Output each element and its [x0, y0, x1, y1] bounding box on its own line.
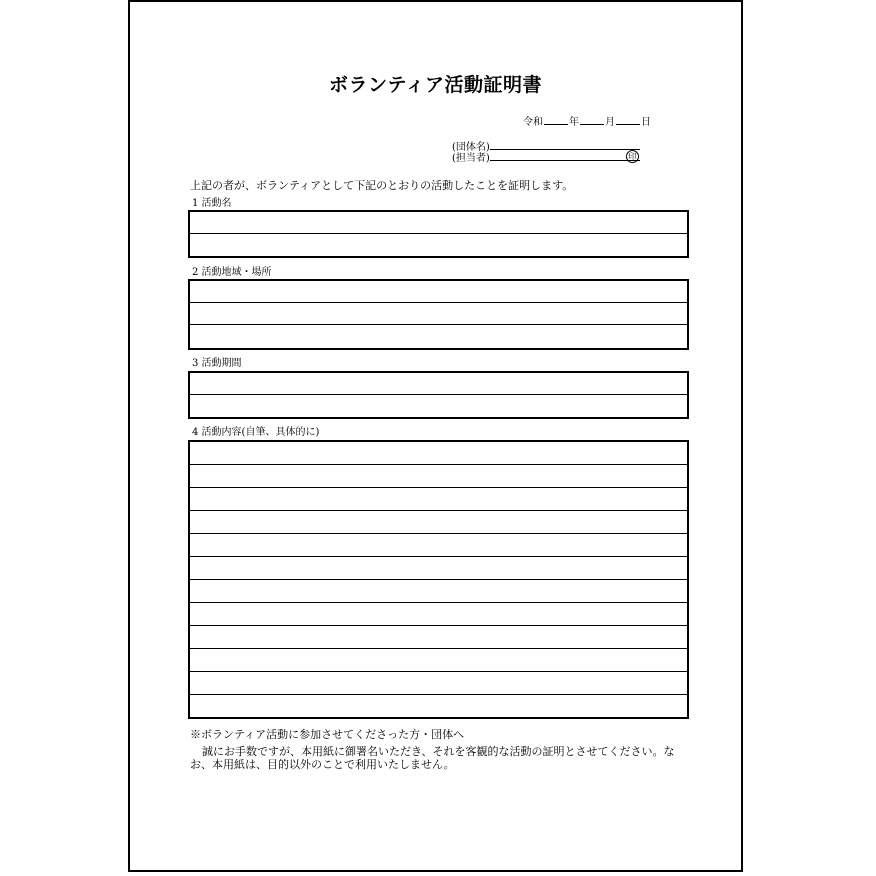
box-row[interactable] — [190, 234, 687, 256]
organization-label: (団体名) — [452, 142, 490, 153]
note-heading: ※ボランティア活動に参加させてくださった方・団体へ — [190, 728, 465, 741]
box-row[interactable] — [190, 442, 687, 465]
date-year-blank[interactable] — [544, 115, 568, 125]
box-row[interactable] — [190, 465, 687, 488]
organization-field[interactable] — [490, 139, 640, 150]
box-row[interactable] — [190, 325, 687, 347]
section-label-activity-area: 2 活動地域・場所 — [192, 267, 272, 278]
date-day-blank[interactable] — [616, 115, 640, 125]
section-label-activity-period: 3 活動期間 — [192, 358, 242, 369]
box-row[interactable] — [190, 580, 687, 603]
box-row[interactable] — [190, 395, 687, 417]
box-row[interactable] — [190, 603, 687, 626]
seal-mark: 印 — [626, 150, 639, 163]
box-row[interactable] — [190, 534, 687, 557]
box-row[interactable] — [190, 281, 687, 303]
box-row[interactable] — [190, 511, 687, 534]
box-row[interactable] — [190, 557, 687, 580]
seal-wrapper — [130, 150, 741, 162]
date-day: 日 — [641, 117, 651, 128]
person-label: (担当者) — [452, 153, 490, 164]
date-line — [523, 113, 651, 128]
date-era: 令和 — [523, 117, 543, 128]
activity-content-box[interactable] — [188, 440, 689, 719]
date-year: 年 — [569, 117, 579, 128]
note-body-text: 誠にお手数ですが、本用紙に御署名いただき、それを客観的な活動の証明とさせてください。なお、本用紙は、目的以外のことで利用いたしません。 — [190, 745, 675, 771]
section-label-activity-name: 1 活動名 — [192, 198, 232, 209]
certificate-page — [128, 0, 743, 872]
date-month: 月 — [605, 117, 615, 128]
activity-name-box[interactable] — [188, 210, 689, 258]
activity-period-box[interactable] — [188, 371, 689, 419]
box-row[interactable] — [190, 695, 687, 717]
page-title: ボランティア活動証明書 — [329, 74, 542, 96]
box-row[interactable] — [190, 303, 687, 325]
intro-text: 上記の者が、ボランティアとして下記のとおりの活動したことを証明します。 — [190, 179, 574, 192]
box-row[interactable] — [190, 212, 687, 234]
section-label-activity-content: 4 活動内容(自筆、具体的に) — [192, 427, 320, 438]
box-row[interactable] — [190, 649, 687, 672]
box-row[interactable] — [190, 672, 687, 695]
box-row[interactable] — [190, 488, 687, 511]
note-body — [190, 745, 690, 771]
activity-area-box[interactable] — [188, 279, 689, 350]
box-row[interactable] — [190, 373, 687, 395]
box-row[interactable] — [190, 626, 687, 649]
date-month-blank[interactable] — [580, 115, 604, 125]
